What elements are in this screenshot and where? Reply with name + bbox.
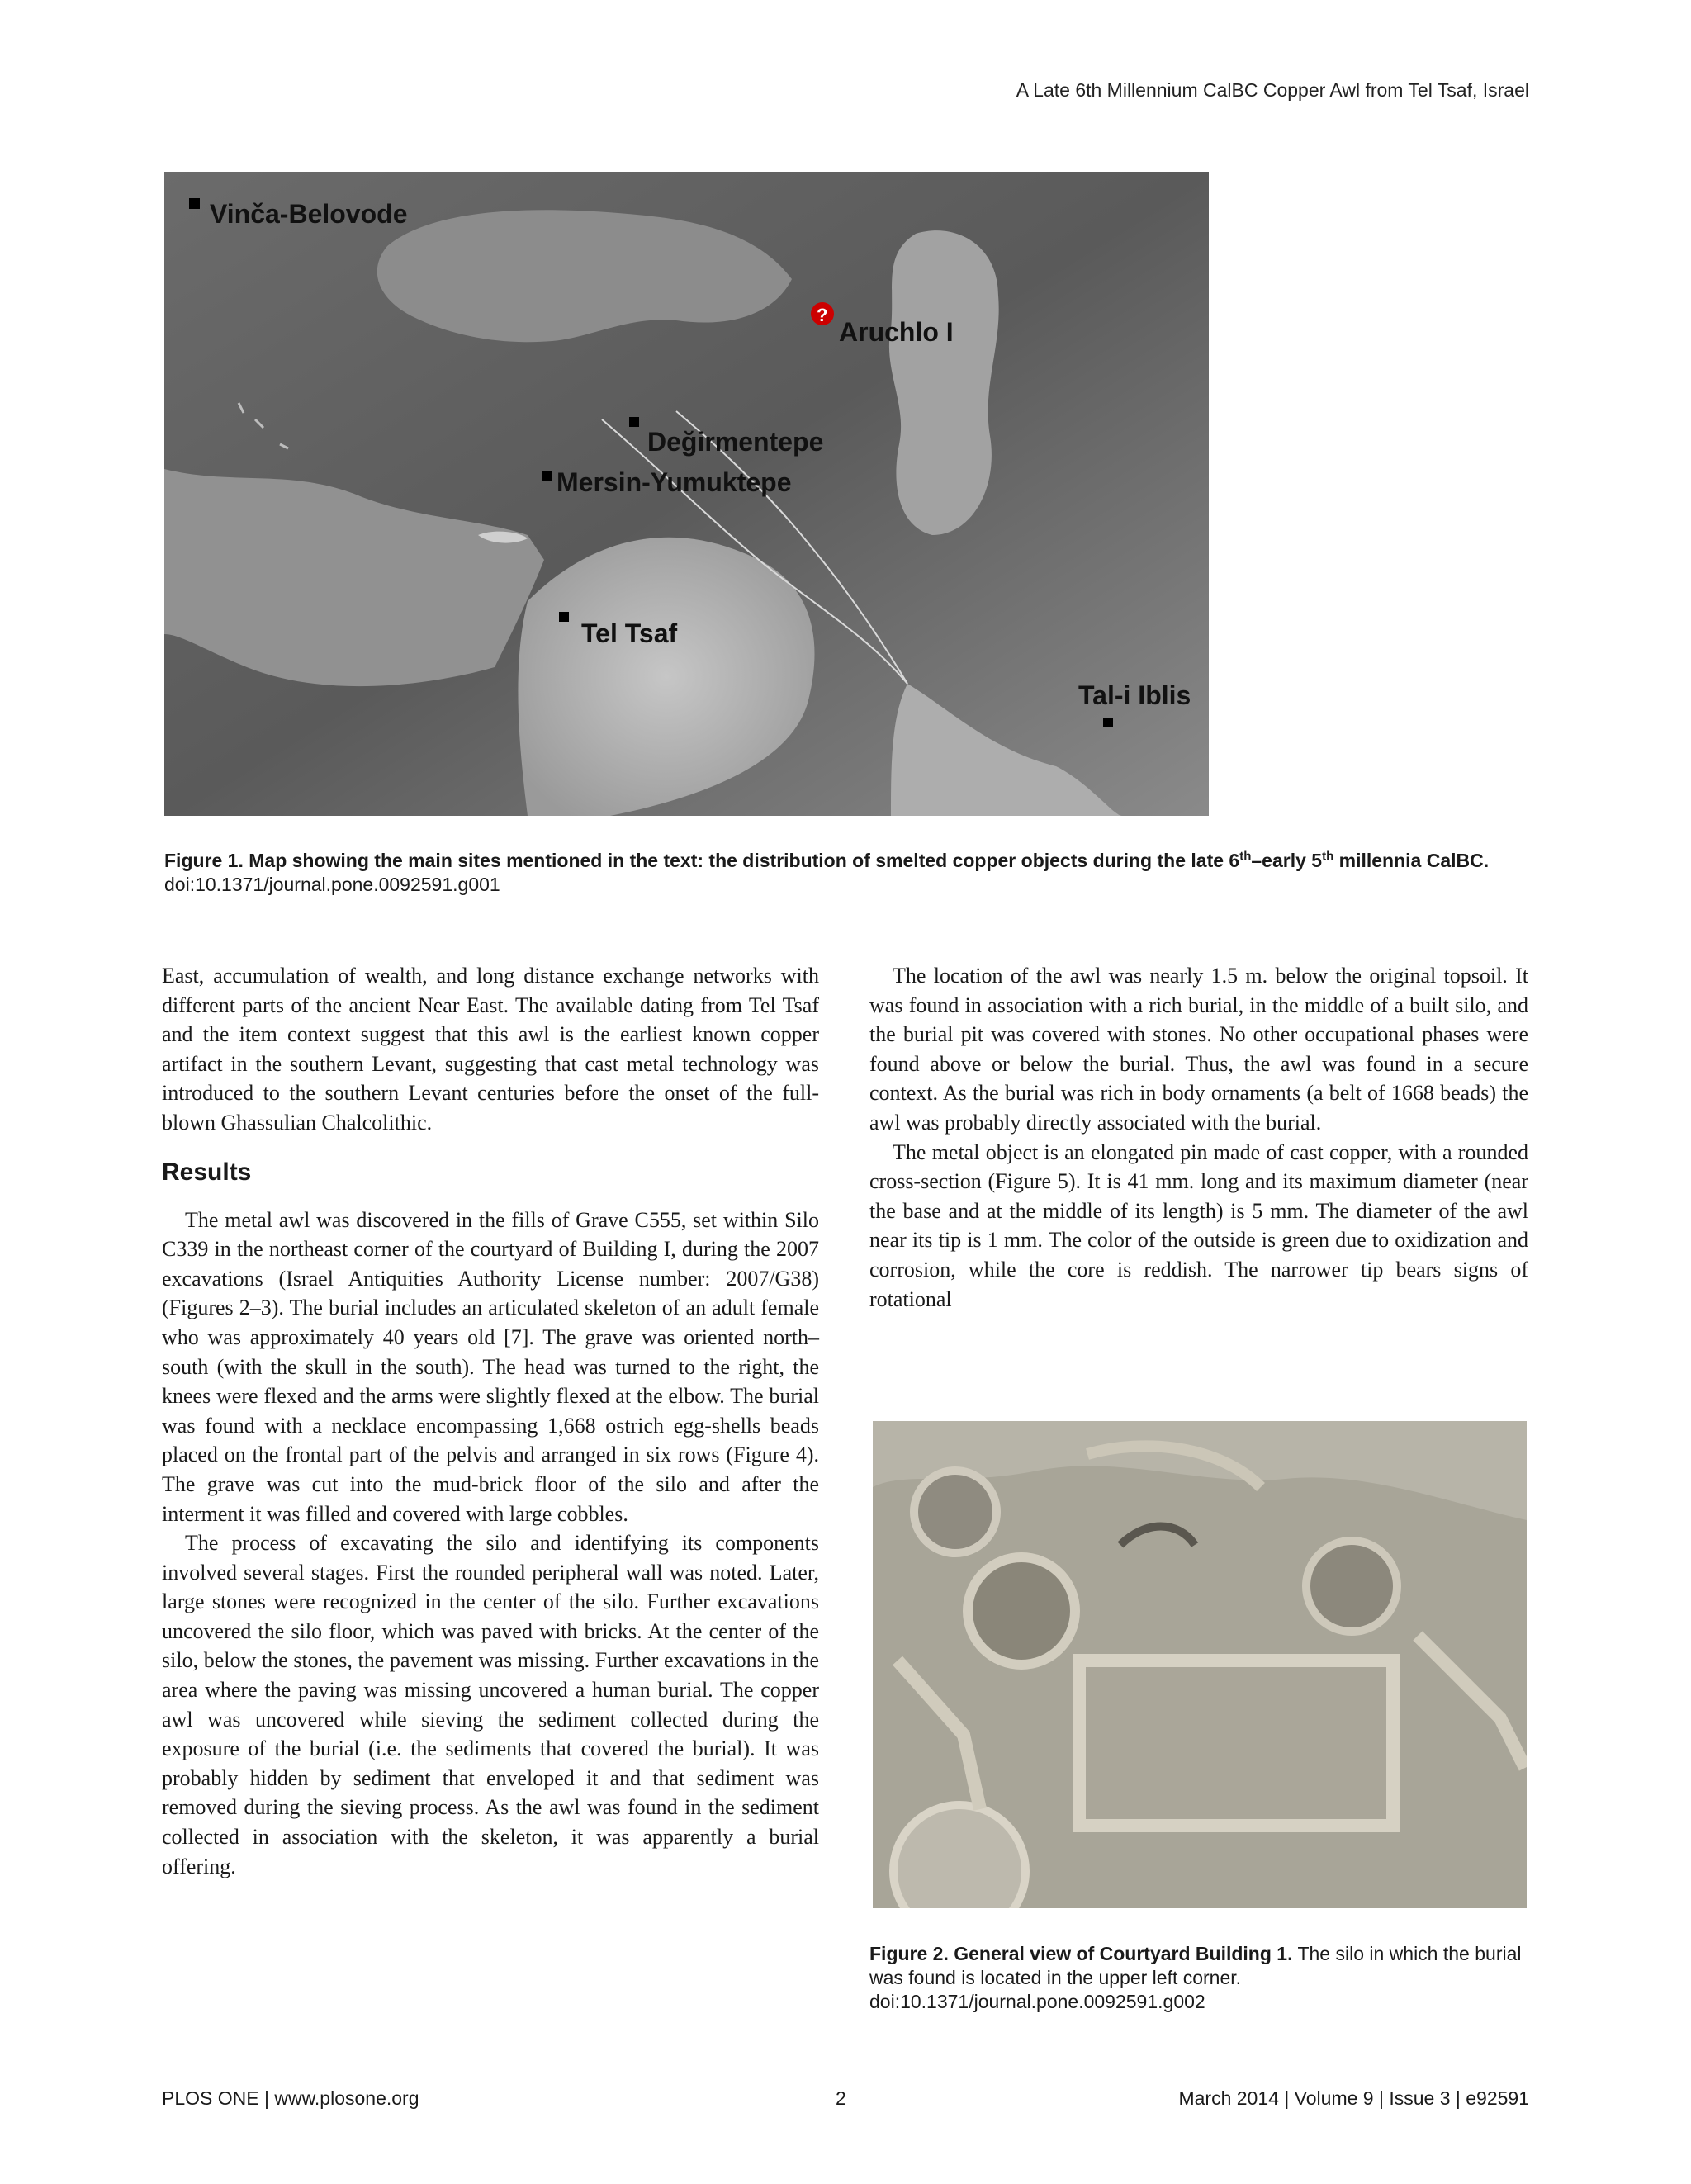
figure1-doi: doi:10.1371/journal.pone.0092591.g001 [164, 874, 500, 895]
figure2-doi: doi:10.1371/journal.pone.0092591.g002 [869, 1991, 1205, 2012]
left-para-3: The process of excavating the silo and identifying its components involved several stages. First the rounded peripheral wall was noted. Later, large stones were recognized in the center of the silo. Further excavations uncovered the silo floor, which was paved with bricks. At the center of the silo, below the stones, the pavement was missing. Further excavations in the area where the paving was missing uncovered a human burial. The copper awl was uncovered while sieving the sediment collected during the exposure of the burial (i.e. the sediments that covered the burial). It was probably hidden by sediment that enveloped it and that sediment was removed during the sieving process. As the awl was found in the sediment collected in association with the skeleton, it was apparently a burial offering. [162, 1531, 819, 1878]
right-para-2: The metal object is an elongated pin made of cast copper, with a rounded cross-section (Figure 5). It is 41 mm. long and its maximum diameter (near the base and at the middle of its length) is 5 mm. The diameter of the awl near its tip is 1 mm. The color of the outside is green due to oxidization and corrosion, while the core is reddish. The narrower tip bears signs of rotational [869, 1139, 1528, 1311]
silo-right [1306, 1541, 1397, 1632]
figure2-caption-title: Figure 2. General view of Courtyard Building 1. [869, 1943, 1293, 1964]
courtyard-building [1079, 1661, 1393, 1826]
map-svg [164, 172, 1209, 816]
site-marker-mersin [542, 471, 552, 481]
figure1-caption-title [164, 850, 1489, 871]
left-para-1: East, accumulation of wealth, and long distance exchange networks with different parts of the ancient Near East. The available dating from Tel Tsaf and the item context suggest that this awl is the earliest known copper artifact in the southern Levant, suggesting that cast metal technology was introduced to the southern Levant centuries before the onset of the full-blown Ghassulian Chalcolithic. [162, 964, 819, 1135]
figure2-caption [869, 1942, 1530, 2014]
results-heading: Results [162, 1158, 252, 1186]
site-label-taliblis: Tal-i Iblis [1078, 680, 1191, 710]
figure1-caption [164, 849, 1531, 897]
figure1-map [164, 172, 1209, 816]
site-mark-question: ? [817, 305, 828, 325]
site-marker-vinca [189, 198, 200, 209]
left-para-2: The metal awl was discovered in the fills of Grave C555, set within Silo C339 in the northeast corner of the courtyard of Building I, during the 2007 excavations (Israel Antiquities Authority License number: 2007/G38) (Figures 2–3). The burial includes an articulated skeleton of an adult female who was approximately 40 years old [7]. The grave was oriented north–south (with the skull in the south). The head was turned to the right, the knees were flexed and the arms were slightly flexed at the elbow. The burial was found with a necklace encompassing 1,668 ostrich egg-shells beads placed on the frontal part of the pelvis and arranged in six rows (Figure 4). The grave was cut into the mud-brick floor of the silo and after the interment it was filled and covered with large cobbles. [162, 1207, 819, 1526]
caption-part-b: –early 5 [1251, 850, 1323, 871]
site-label-mersin: Mersin-Yumuktepe [557, 467, 792, 497]
site-label-vinca: Vinča-Belovode [210, 199, 408, 229]
right-para-1: The location of the awl was nearly 1.5 m. below the original topsoil. It was found in association with a rich burial, in the middle of a built silo, and the burial pit was covered with stones. No other occupational phases were found above or below the burial. Thus, the awl was found in a secure context. As the burial was rich in body ornaments (a belt of 1668 beads) the awl was probably directly associated with the burial. [869, 964, 1528, 1135]
silo-top-left [914, 1471, 997, 1553]
footer-issue: March 2014 | Volume 9 | Issue 3 | e92591 [1178, 2087, 1529, 2109]
site-marker-teltsaf [559, 612, 569, 622]
photo-svg [873, 1421, 1527, 1908]
caption-sup-1: th [1239, 849, 1252, 864]
right-column [869, 961, 1528, 1314]
figure2-caption-text: The silo in which the burial was found is located in the upper left corner. [869, 1943, 1522, 1988]
site-label-teltsaf: Tel Tsaf [581, 618, 678, 648]
footer-journal: PLOS ONE | www.plosone.org [162, 2087, 419, 2109]
caption-part-c: millennia CalBC. [1333, 850, 1490, 871]
running-header: A Late 6th Millennium CalBC Copper Awl from Tel Tsaf, Israel [1016, 79, 1529, 101]
silo-center-left [968, 1557, 1075, 1665]
silo-bottom-left [893, 1805, 1025, 1908]
site-marker-taliblis [1103, 718, 1113, 727]
figure2-photo [873, 1421, 1527, 1908]
site-label-degirmentepe: Değirmentepe [647, 427, 824, 457]
caption-sup-2: th [1322, 849, 1334, 864]
site-marker-degirmentepe [629, 417, 639, 427]
footer-page-number: 2 [836, 2087, 846, 2109]
left-column [162, 961, 819, 1881]
site-label-aruchlo: Aruchlo I [839, 317, 954, 347]
caspian-sea [889, 230, 999, 535]
caption-part-a: Figure 1. Map showing the main sites mentioned in the text: the distribution of smelted copper objects during the late 6 [164, 850, 1240, 871]
